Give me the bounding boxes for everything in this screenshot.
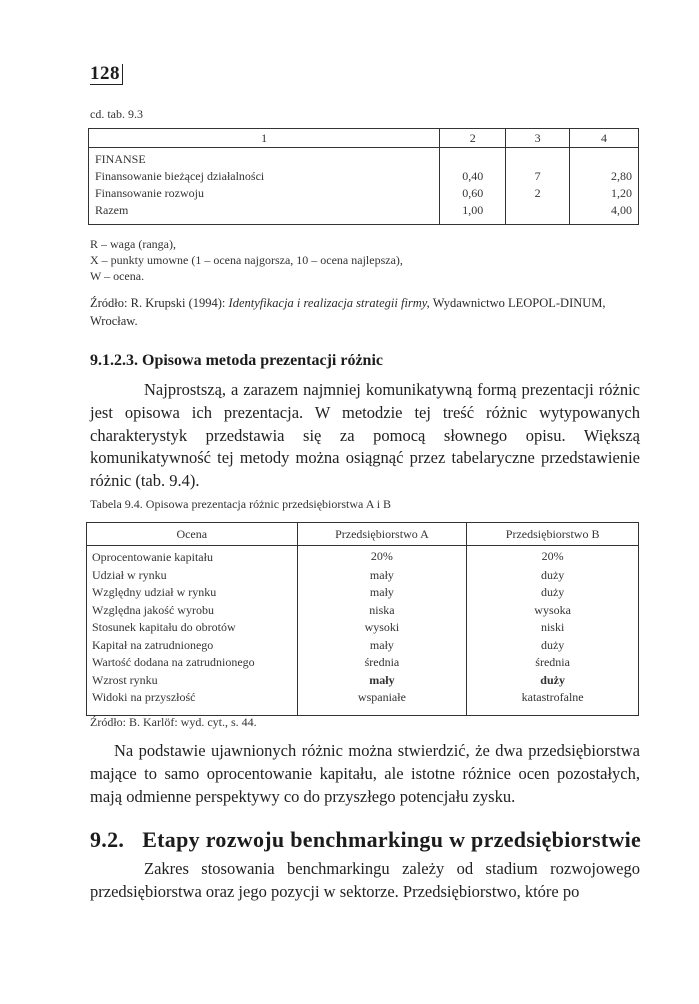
header-cell: Ocena [87,523,298,546]
row-label: Wartość dodana na zatrudnionego [87,654,298,672]
cell-points: 2 [506,185,570,202]
row-label: Stosunek kapitału do obrotów [87,619,298,637]
cell-a: mały [297,637,467,655]
table-header-row [89,129,639,148]
header-cell: Przedsiębiorstwo A [297,523,467,546]
table-row [87,689,639,715]
table-row [87,602,639,620]
cell-a: wysoki [297,619,467,637]
header-cell: 3 [506,129,570,148]
row-label: Razem [89,202,440,224]
cell-weight: 1,00 [440,202,506,224]
header-cell: 2 [440,129,506,148]
cell [570,148,639,169]
row-label: Udział w rynku [87,567,298,585]
cell-b: katastrofalne [467,689,639,715]
cell-a: średnia [297,654,467,672]
cell-score: 4,00 [570,202,639,224]
header-cell: 1 [89,129,440,148]
table-row [89,202,639,224]
table-row [87,567,639,585]
table-caption: Tabela 9.4. Opisowa prezentacja różnic przedsiębiorstwa A i B [90,497,392,511]
cell-points [506,202,570,224]
cell-a: 20% [297,546,467,567]
cell-weight: 0,60 [440,185,506,202]
header-cell: 4 [570,129,639,148]
row-label: Oprocentowanie kapitału [87,546,298,567]
cell-b: wysoka [467,602,639,620]
row-label: Względna jakość wyrobu [87,602,298,620]
header-cell: Przedsiębiorstwo B [467,523,639,546]
cell-weight: 0,40 [440,168,506,185]
cell-b: duży [467,672,639,690]
page-number: 128 [90,64,123,85]
table-row [89,185,639,202]
cell-b: średnia [467,654,639,672]
row-label: Widoki na przyszłość [87,689,298,715]
cell-a: mały [297,672,467,690]
source-note: Źródło: B. Karlöf: wyd. cyt., s. 44. [90,715,257,729]
cell-a: mały [297,567,467,585]
comparison-table [86,522,639,716]
cell-points: 7 [506,168,570,185]
cell [440,148,506,169]
table-row [89,168,639,185]
legend-item: W – ocena. [90,269,145,283]
cell-score: 2,80 [570,168,639,185]
cell-b: duży [467,584,639,602]
row-label: Kapitał na zatrudnionego [87,637,298,655]
row-label: Finansowanie bieżącej działalności [89,168,440,185]
chapter-title: Etapy rozwoju benchmarkingu w przedsiębiorstwie [142,827,642,852]
cell-b: duży [467,567,639,585]
chapter-heading [90,827,641,853]
cell [506,148,570,169]
table-header-row [87,523,639,546]
table-row [87,637,639,655]
cell-a: mały [297,584,467,602]
paragraph: Najprostszą, a zarazem najmniej komunikatywną formą prezentacji różnic jest opisowa ich prezentacja. W metodzie tej treść różnic wytypowanych charakterystyk przedstawia się za pomocą słownego opisu. Większą komunikatywność tej metody można osiągnąć przez tabelaryczne przedstawienie różnic (tab. 9.4). [90,380,640,491]
source-prefix: Źródło: R. Krupski (1994): [90,296,229,310]
row-label: Finansowanie rozwoju [89,185,440,202]
table-row [87,654,639,672]
cell-a: wspaniałe [297,689,467,715]
table-continued-caption: cd. tab. 9.3 [90,107,143,121]
row-label: Wzrost rynku [87,672,298,690]
continued-table [88,128,639,225]
cell-b: 20% [467,546,639,567]
paragraph: Na podstawie ujawnionych różnic można stwierdzić, że dwa przedsiębiorstwa mające to samo oprocentowanie kapitału, ale istotne różnice ocen pozostałych, mają odmienne perspektywy co do przyszłego potencjału zysku. [90,741,640,806]
legend [90,236,403,284]
cell-a: niska [297,602,467,620]
cell-score: 1,20 [570,185,639,202]
chapter-number: 9.2. [90,827,125,852]
row-label: FINANSE [89,148,440,169]
cell-b: niski [467,619,639,637]
cell-b: duży [467,637,639,655]
source-note [90,294,640,330]
source-suffix: Wydawnictwo LEOPOL-DINUM, Wrocław. [90,296,606,328]
legend-item: R – waga (ranga), [90,237,176,251]
paragraph: Zakres stosowania benchmarkingu zależy od stadium rozwojowego przedsiębiorstwa oraz jego pozycji w sektorze. Przedsiębiorstwo, które po [90,859,640,901]
table-row [87,672,639,690]
table-row [89,148,639,169]
row-label: Względny udział w rynku [87,584,298,602]
section-heading: 9.1.2.3. Opisowa metoda prezentacji różnic [90,352,383,369]
legend-item: X – punkty umowne (1 – ocena najgorsza, 10 – ocena najlepsza), [90,253,403,267]
source-title: Identyfikacja i realizacja strategii firmy, [228,296,430,310]
table-row [87,546,639,567]
table-row [87,584,639,602]
table-row [87,619,639,637]
